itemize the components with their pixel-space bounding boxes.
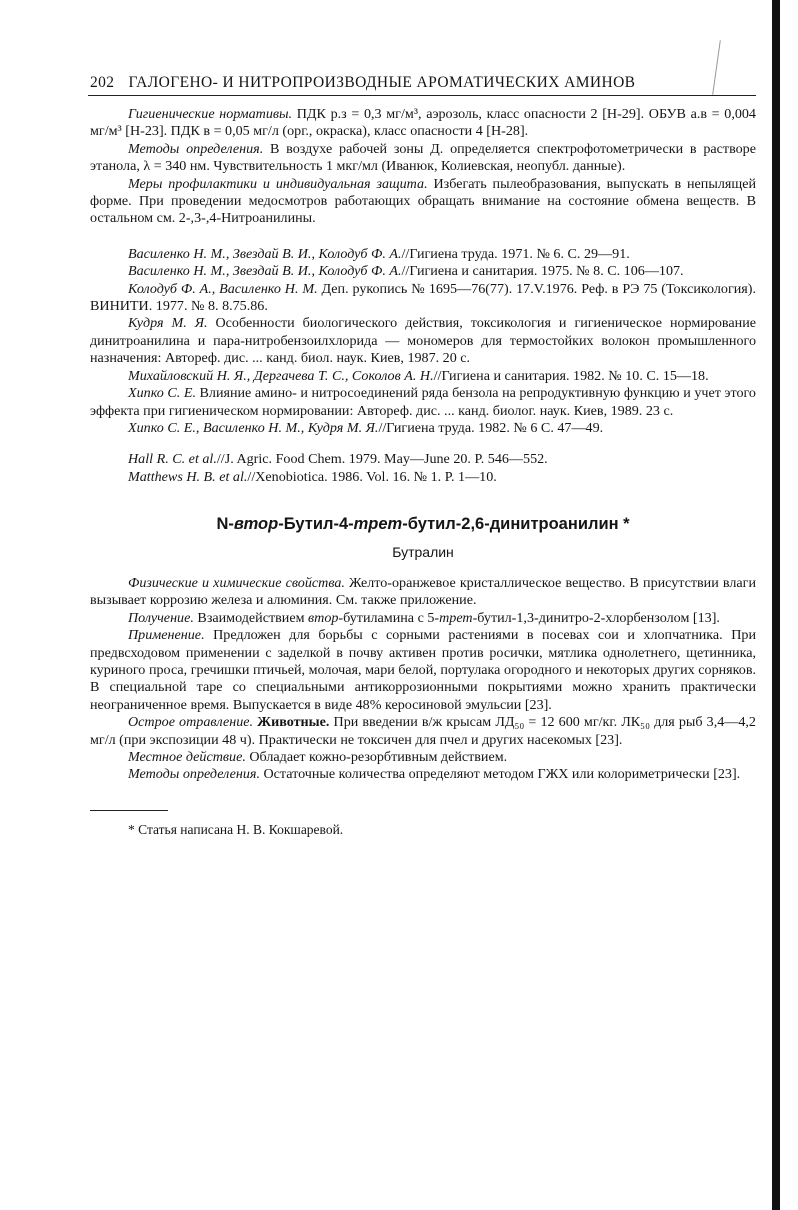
reference-item: Колодуб Ф. А., Василенко Н. М. Деп. рукопись № 1695—76(77). 17.V.1976. Реф. в РЭ 75 (Токсикология). ВИНИТИ. 1977. № 8. 8.75.86. bbox=[90, 280, 756, 315]
footnote: * Статья написана Н. В. Кокшаревой. bbox=[128, 821, 344, 837]
reference-item: Хипко С. Е., Василенко Н. М., Кудря М. Я.//Гигиена труда. 1982. № 6 С. 47—49. bbox=[128, 419, 604, 436]
acute-paragraph: Острое отравление. Животные. При введении в/ж крысам ЛД₅₀ = 12 600 мг/кг. ЛК₅₀ для рыб 3,4—4,2 мг/л (при экспозиции 48 ч). Практически не токсичен для пчел и других насекомых [23]. bbox=[90, 714, 756, 748]
reference-item: Василенко Н. М., Звездай В. И., Колодуб Ф. А.//Гигиена труда. 1971. № 6. С. 29—91. bbox=[128, 245, 630, 262]
footnote-rule bbox=[90, 810, 168, 811]
physchem-paragraph: Физические и химические свойства. Желто-оранжевое кристаллическое вещество. В присутствии влаги вызывает коррозию железа и алюминия. См. также приложение. bbox=[90, 574, 756, 609]
methods-label: Методы определения. bbox=[128, 140, 264, 157]
hygiene-label: Гигиенические нормативы. bbox=[128, 106, 293, 122]
reference-item: Кудря М. Я. Особенности биологического действия, токсикология и гигиеническое нормирование динитроанилина и пара-нитробензоилхлорида — мономеров для термостойких волокон промышленного назначения: Автореф. дис. ... канд. биол. наук. Киев, 1987. 20 с. bbox=[90, 315, 756, 367]
page-edge-shadow bbox=[772, 0, 780, 1210]
reference-item: Василенко Н. М., Звездай В. И., Колодуб Ф. А.//Гигиена и санитария. 1975. № 8. С. 106—107. bbox=[128, 263, 684, 280]
header-rule bbox=[88, 95, 756, 96]
protection-paragraph: Меры профилактики и индивидуальная защита. Избегать пылеобразования, выпускать в непылящей форме. При проведении медосмотров работающих обращать внимание на состояние обмена веществ. В остальном см. 2-,3-,4-Нитроанилины. bbox=[90, 175, 756, 227]
article-subtitle: Бутралин bbox=[392, 543, 454, 560]
references-ru bbox=[90, 246, 756, 437]
references-en bbox=[90, 451, 756, 486]
reference-item: Михайловский Н. Я., Дергачева Т. С., Соколов А. Н.//Гигиена и санитария. 1982. № 10. С. 15—18. bbox=[128, 367, 709, 384]
reference-item: Matthews H. B. et al.//Xenobiotica. 1986. Vol. 16. № 1. P. 1—10. bbox=[128, 468, 497, 485]
hygiene-paragraph: Гигиенические нормативы. ПДК р.з = 0,3 мг/м³, аэрозоль, класс опасности 2 [Н-29]. ОБУВ а.в = 0,004 мг/м³ [Н-23]. ПДК в = 0,05 мг/л (орг., окраска), класс опасности 4 [Н-28]. bbox=[90, 106, 756, 140]
article-title: N-втор-Бутил-4-трет-бутил-2,6-динитроанилин * bbox=[216, 515, 630, 534]
reference-item: Хипко С. Е. Влияние амино- и нитросоединений ряда бензола на репродуктивную функцию и учет этого эффекта при гигиеническом нормировании: Автореф. дис. ... канд. биолог. наук. Киев, 1989. 23 с. bbox=[90, 385, 756, 419]
page-number: 202 bbox=[90, 74, 115, 91]
page-content bbox=[90, 106, 756, 838]
reference-item: Hall R. C. et al.//J. Agric. Food Chem. 1979. May—June 20. P. 546—552. bbox=[128, 451, 548, 468]
running-title: ГАЛОГЕНО- И НИТРОПРОИЗВОДНЫЕ АРОМАТИЧЕСКИХ АМИНОВ bbox=[128, 74, 636, 91]
article-methods-paragraph: Методы определения. Остаточные количества определяют методом ГЖХ или колориметрически [23]. bbox=[128, 766, 741, 783]
application-paragraph: Применение. Предложен для борьбы с сорными растениями в посевах сои и хлопчатника. При предвсходовом применении с заделкой в почву активен против росички, мятлика однолетнего, щетинника, куриного проса, гречишки птичьей, молочая, мари белой, портулака огородного и некоторых других сорняков. В специальной таре со специальными антикоррозионными покрытиями можно хранить практически неограниченное время. Выпускается в виде 48% керосиновой эмульсии [23]. bbox=[90, 627, 756, 713]
methods-paragraph: Методы определения. В воздухе рабочей зоны Д. определяется спектрофотометрически в растворе этанола, λ = 340 нм. Чувствительность 1 мкг/мл (Иванюк, Колиевская, неопубл. данные). bbox=[90, 140, 756, 175]
local-paragraph: Местное действие. Обладает кожно-резорбтивным действием. bbox=[128, 749, 508, 765]
protection-label: Меры профилактики и индивидуальная защита. bbox=[128, 175, 428, 192]
production-paragraph: Получение. Взаимодействием втор-бутиламина с 5-трет-бутил-1,3-динитро-2-хлорбензолом [13]. bbox=[128, 609, 720, 626]
running-header bbox=[90, 74, 756, 92]
